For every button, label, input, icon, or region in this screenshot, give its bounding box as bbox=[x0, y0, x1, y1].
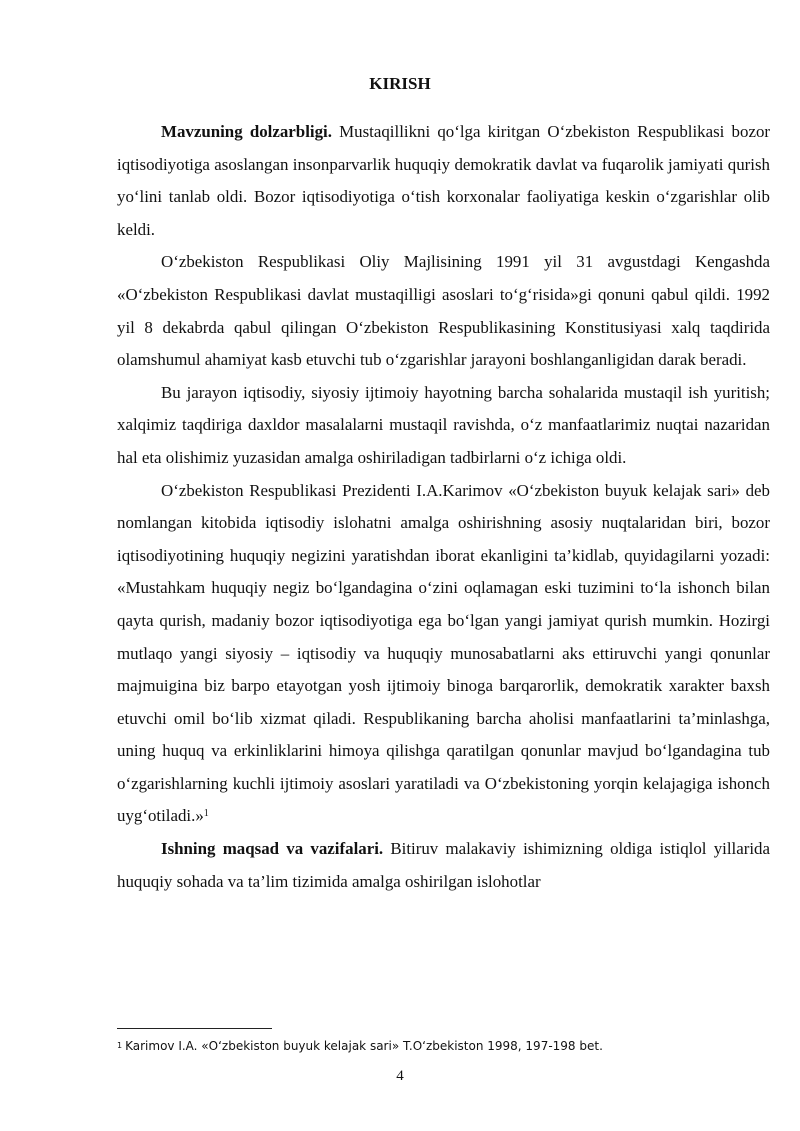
footnote bbox=[117, 1038, 770, 1054]
paragraph-text-quote: O‘zbekiston Respublikasi Prezidenti I.A.Karimov «O‘zbekiston buyuk kelajak sari» deb nomlangan kitobida iqtisodiy islohatni amalga oshirishning asosiy nuqtalaridan biri, bozor iqtisodiyotining huquqiy negizini yaratishdan iborat ekanligini ta’kidlab, quyidagilarni yozadi: «Mustahkam huquqiy negiz bo‘lgandagina o‘zini oqlamagan eski tuzimini to‘la ishonch bilan qayta qurish, madaniy bozor iqtisodiyotiga ega bo‘lgan yangi jamiyat qurish mumkin. Hozirgi mutlaqo yangi siyosiy – iqtisodiy va huquqiy munosabatlarni aks ettiruvchi yangi qonunlar majmuigina biz barpo etayotgan yosh ijtimoiy binoga barqarorlik, demokratik xarakter baxsh etuvchi omil bo‘lib xizmat qiladi. Respublikaning barcha aholisi manfaatlarini ta’minlashga, uning huquq va erkinliklarini himoya qilishga qaratilgan qonunlar mavjud bo‘lgandagina tub o‘zgarishlarning kuchli ijtimoiy asoslari yaratiladi va O‘zbekistoning yorqin kelajagiga ishonch uyg‘otiladi.» bbox=[117, 480, 770, 826]
paragraph-independence-law: O‘zbekiston Respublikasi Oliy Majlisining 1991 yil 31 avgustdagi Kengashda «O‘zbekiston Respublikasi davlat mustaqilligi asoslari to‘g‘risida»gi qonuni qabul qildi. 1992 yil 8 dekabrda qabul qilingan O‘zbekiston Respublikasining Konstitusiyasi xalq taqdirida olamshumul ahamiyat kasb etuvchi tub o‘zgarishlar jarayoni boshlanganligidan darak beradi. bbox=[117, 252, 770, 370]
paragraph-lead-relevance: Mavzuning dolzarbligi. bbox=[161, 122, 332, 141]
paragraph-relevance bbox=[117, 116, 770, 246]
footnote-separator bbox=[117, 1028, 272, 1029]
paragraph-text-goals: Bitiruv malakaviy ishimizning oldiga istiqlol yillarida huquqiy sohada va ta’lim tizimida amalga oshirilgan islohotlar bbox=[117, 839, 771, 891]
section-heading: KIRISH bbox=[369, 74, 431, 93]
paragraph-president-quote bbox=[117, 475, 770, 834]
footnote-text: Karimov I.A. «O‘zbekiston buyuk kelajak sari» T.O‘zbekiston 1998, 197-198 bet. bbox=[125, 1039, 603, 1053]
paragraph-goals bbox=[117, 833, 770, 898]
footnote-mark: 1 bbox=[117, 1041, 123, 1050]
footnote-reference[interactable]: 1 bbox=[203, 808, 209, 820]
page-number: 4 bbox=[396, 1068, 404, 1084]
body-text bbox=[117, 116, 770, 898]
paragraph-text-relevance: Mustaqillikni qo‘lga kiritgan O‘zbekiston Respublikasi bozor iqtisodiyotiga asoslangan insonparvarlik huquqiy demokratik davlat va fuqarolik jamiyati qurish yo‘lini tanlab oldi. Bozor iqtisodiyotiga o‘tish korxonalar faoliyatiga keskin o‘zgarishlar olib keldi. bbox=[117, 122, 771, 239]
paragraph-lead-goals: Ishning maqsad va vazifalari. bbox=[161, 839, 384, 859]
paragraph-process: Bu jarayon iqtisodiy, siyosiy ijtimoiy hayotning barcha sohalarida mustaqil ish yuritish; xalqimiz taqdiriga daxldor masalalarni mustaqil ravishda, o‘z manfaatlarimiz nuqtai nazaridan hal eta olishimiz yuzasidan amalga oshiriladigan tadbirlarni o‘z ichiga oldi. bbox=[117, 382, 770, 467]
